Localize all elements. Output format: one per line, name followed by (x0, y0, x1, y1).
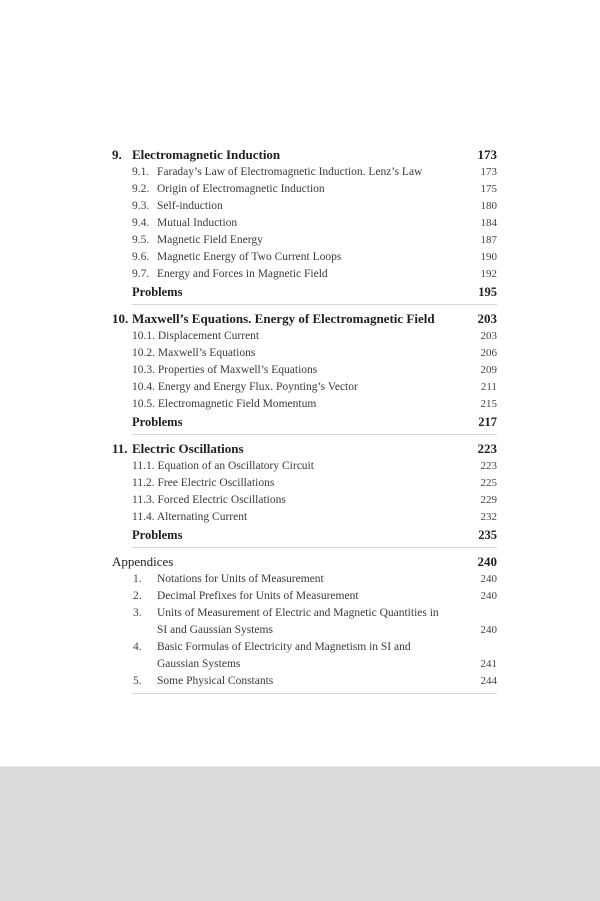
problems-label: Problems (132, 528, 183, 542)
toc-entry[interactable] (112, 232, 497, 249)
toc-entry[interactable] (112, 215, 497, 232)
page-number: 192 (480, 268, 497, 280)
appendix-title: Some Physical Constants (157, 675, 274, 687)
chapter-heading[interactable] (112, 439, 497, 458)
appendix-number: 5. (133, 675, 142, 687)
appendices-title: Appendices (112, 554, 174, 569)
chapter-10 (112, 309, 497, 435)
toc-entry[interactable] (112, 198, 497, 215)
appendix-entry[interactable] (112, 588, 497, 605)
problems-entry[interactable] (112, 526, 497, 544)
toc-entry[interactable] (112, 492, 497, 509)
appendix-entry[interactable] (112, 673, 497, 690)
chapter-11 (112, 439, 497, 548)
section-title: 10.3. Properties of Maxwell’s Equations (132, 364, 318, 376)
appendix-number: 2. (133, 590, 142, 602)
appendix-title: Basic Formulas of Electricity and Magnetism in SI and (157, 641, 411, 653)
toc-entry[interactable] (112, 396, 497, 413)
section-title: 11.4. Alternating Current (132, 511, 248, 523)
chapter-title: Maxwell’s Equations. Energy of Electromagnetic Field (132, 311, 435, 326)
page-number: 223 (477, 441, 497, 456)
section-title: 11.1. Equation of an Oscillatory Circuit (132, 460, 314, 472)
chapter-number: 10. (112, 311, 129, 326)
page-number: 190 (480, 251, 497, 263)
problems-entry[interactable] (112, 283, 497, 301)
toc-entry[interactable] (112, 328, 497, 345)
section-title: 11.2. Free Electric Oscillations (132, 477, 275, 489)
appendix-title: Units of Measurement of Electric and Magnetic Quantities in (157, 607, 439, 619)
page-number: 184 (480, 217, 497, 229)
page-number: 235 (478, 528, 497, 542)
section-title: Energy and Forces in Magnetic Field (157, 268, 328, 280)
divider (132, 693, 497, 694)
appendix-title-continued: Gaussian Systems (157, 658, 241, 670)
appendix-title: Notations for Units of Measurement (157, 573, 324, 585)
chapter-title: Electromagnetic Induction (132, 147, 281, 162)
section-title: Origin of Electromagnetic Induction (157, 183, 325, 195)
section-number: 9.6. (132, 251, 150, 263)
page-number: 180 (480, 200, 497, 212)
section-title: 10.5. Electromagnetic Field Momentum (132, 398, 317, 410)
toc-entry[interactable] (112, 266, 497, 283)
page-number: 232 (480, 511, 497, 523)
appendix-entry[interactable] (112, 571, 497, 588)
problems-label: Problems (132, 285, 183, 299)
page-number: 203 (477, 311, 497, 326)
appendix-entry[interactable] (112, 639, 497, 656)
page-number: 240 (480, 573, 497, 585)
appendix-entry[interactable] (112, 605, 497, 622)
problems-entry[interactable] (112, 413, 497, 431)
section-number: 9.2. (132, 183, 150, 195)
section-title: 10.1. Displacement Current (132, 330, 260, 342)
section-title: Mutual Induction (157, 217, 238, 229)
divider (132, 547, 497, 548)
toc-entry[interactable] (112, 345, 497, 362)
page-number: 223 (480, 460, 497, 472)
section-title: Magnetic Field Energy (157, 234, 263, 246)
page-number: 229 (480, 494, 497, 506)
page-number: 240 (480, 624, 497, 636)
table-of-contents (112, 145, 497, 698)
appendix-title: Decimal Prefixes for Units of Measurement (157, 590, 359, 602)
page-number: 187 (480, 234, 497, 246)
page-number: 244 (480, 675, 497, 687)
chapter-heading[interactable] (112, 309, 497, 328)
section-number: 9.4. (132, 217, 150, 229)
section-number: 9.7. (132, 268, 150, 280)
toc-entry[interactable] (112, 164, 497, 181)
chapter-heading[interactable] (112, 145, 497, 164)
page-number: 175 (480, 183, 497, 195)
toc-entry[interactable] (112, 249, 497, 266)
viewer-background (0, 766, 600, 901)
page-number: 203 (480, 330, 497, 342)
page-number: 173 (477, 147, 497, 162)
appendix-number: 1. (133, 573, 142, 585)
page-number: 225 (480, 477, 497, 489)
page-number: 217 (478, 415, 497, 429)
chapter-number: 11. (112, 441, 128, 456)
appendix-number: 3. (133, 607, 142, 619)
toc-entry[interactable] (112, 181, 497, 198)
toc-entry[interactable] (112, 509, 497, 526)
chapter-title: Electric Oscillations (132, 441, 244, 456)
page-number: 240 (480, 590, 497, 602)
problems-label: Problems (132, 415, 183, 429)
chapter-number: 9. (112, 147, 122, 162)
page-number: 209 (480, 364, 497, 376)
section-title: Faraday’s Law of Electromagnetic Induction. Lenz’s Law (157, 166, 423, 178)
section-title: Magnetic Energy of Two Current Loops (157, 251, 342, 263)
divider (132, 434, 497, 435)
page-number: 206 (480, 347, 497, 359)
section-title: 10.2. Maxwell’s Equations (132, 347, 256, 359)
appendix-entry-continued[interactable] (112, 622, 497, 639)
page-number: 173 (480, 166, 497, 178)
appendices (112, 552, 497, 694)
section-number: 9.3. (132, 200, 150, 212)
section-number: 9.5. (132, 234, 150, 246)
toc-entry[interactable] (112, 475, 497, 492)
page-number: 240 (477, 554, 497, 569)
toc-entry[interactable] (112, 362, 497, 379)
toc-entry[interactable] (112, 458, 497, 475)
appendix-title-continued: SI and Gaussian Systems (157, 624, 273, 636)
page-number: 241 (480, 658, 497, 670)
section-title: 11.3. Forced Electric Oscillations (132, 494, 286, 506)
section-number: 9.1. (132, 166, 150, 178)
page-number: 211 (480, 381, 497, 393)
section-title: 10.4. Energy and Energy Flux. Poynting’s Vector (132, 381, 358, 393)
appendix-entry-continued[interactable] (112, 656, 497, 673)
appendix-number: 4. (133, 641, 142, 653)
page-number: 215 (480, 398, 497, 410)
appendices-heading[interactable] (112, 552, 497, 571)
divider (132, 304, 497, 305)
chapter-9 (112, 145, 497, 305)
page-number: 195 (478, 285, 497, 299)
toc-entry[interactable] (112, 379, 497, 396)
section-title: Self-induction (157, 200, 223, 212)
